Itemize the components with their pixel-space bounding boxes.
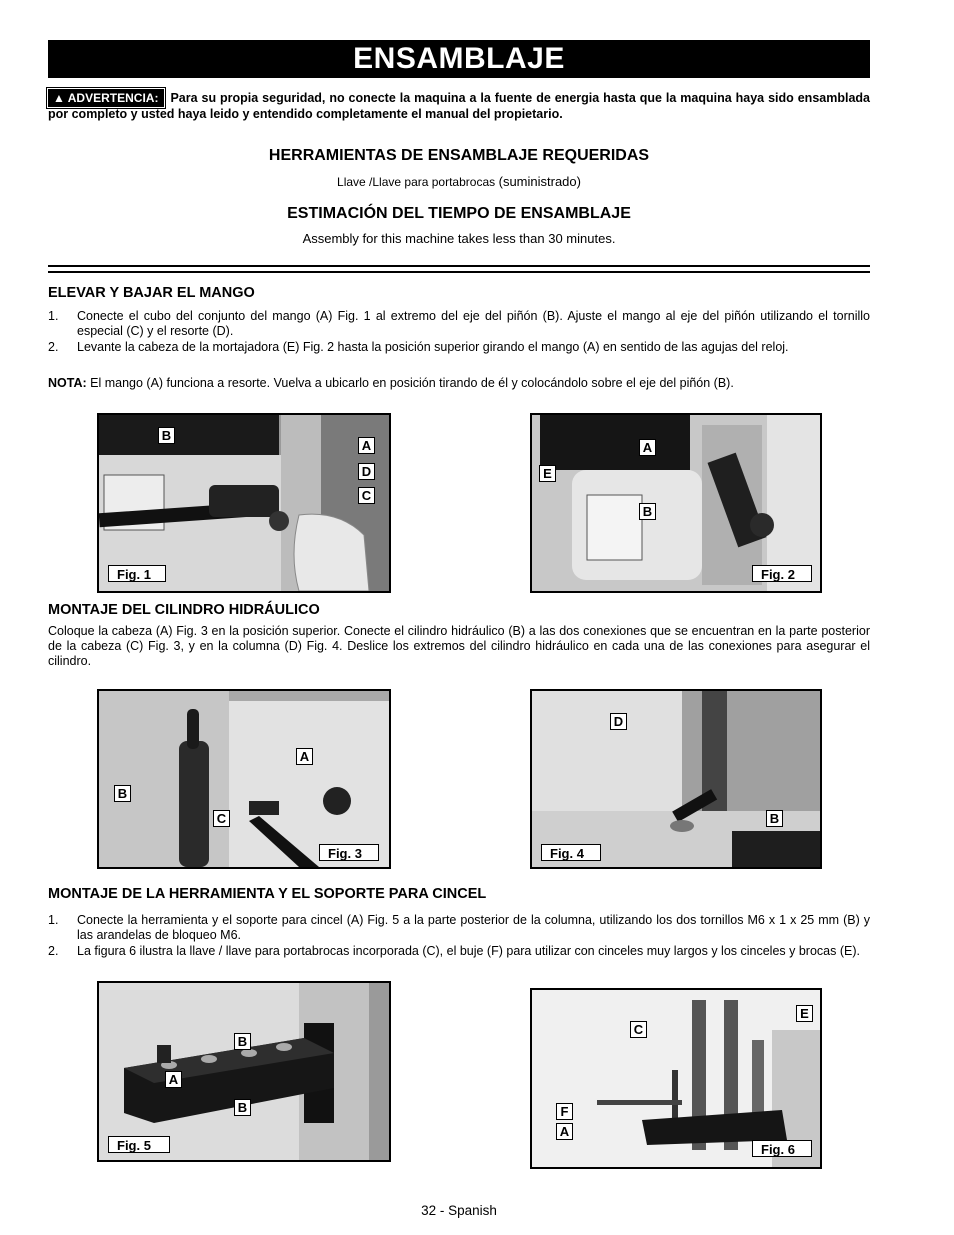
page-footer: 32 - Spanish: [421, 1203, 497, 1218]
callout-label: C: [358, 487, 375, 504]
figure-caption: Fig. 4: [541, 844, 601, 861]
figure-4: [530, 689, 822, 869]
callout-label: B: [158, 427, 175, 444]
list-item: 1. Conecte el cubo del conjunto del mango (A) Fig. 1 al extremo del eje del piñón (B). Ajuste el mango al eje del piñón utilizando el tornillo especial (C) y el resorte (D).: [48, 309, 870, 338]
figure-6: [530, 988, 822, 1169]
figure-1: [97, 413, 391, 593]
callout-label: A: [296, 748, 313, 765]
callout-label: C: [213, 810, 230, 827]
note-text: El mango (A) funciona a resorte. Vuelva a ubicarlo en posición tirando de él y colocándolo sobre el eje del piñón (B).: [90, 376, 734, 390]
list-item: 2. Levante la cabeza de la mortajadora (E) Fig. 2 hasta la posición superior girando el mango (A) en sentido de las agujas del reloj.: [48, 340, 789, 354]
divider-rule-bottom: [48, 271, 870, 273]
callout-label: E: [796, 1005, 813, 1022]
page-title: ENSAMBLAJE: [48, 40, 870, 78]
tools-line: [48, 174, 870, 189]
callout-label: A: [358, 437, 375, 454]
callout-label: B: [234, 1099, 251, 1116]
callout-label: D: [610, 713, 627, 730]
callout-label: C: [630, 1021, 647, 1038]
section1-heading: ELEVAR Y BAJAR EL MANGO: [48, 285, 255, 301]
warning-paragraph: [48, 89, 870, 122]
list-item: 1. Conecte la herramienta y el soporte para cincel (A) Fig. 5 a la parte posterior de la columna, utilizando los dos tornillos M6 x 1 x 25 mm (B) y las arandelas de bloqueo M6.: [48, 913, 870, 942]
divider-rule-top: [48, 265, 870, 267]
warning-text: Para su propia seguridad, no conecte la maquina a la fuente de energia hasta que la maquina haya sido ensamblada por completo y usted haya leido y entendido completamente el manual del propietario.: [48, 91, 870, 121]
figure-caption: Fig. 6: [752, 1140, 812, 1157]
callout-label: B: [114, 785, 131, 802]
section3-heading: MONTAJE DE LA HERRAMIENTA Y EL SOPORTE PARA CINCEL: [48, 886, 487, 902]
section1-steps: [48, 309, 870, 356]
section3-steps: [48, 913, 870, 960]
time-text: Assembly for this machine takes less than 30 minutes.: [302, 231, 616, 246]
figure-2: [530, 413, 822, 593]
callout-label: B: [766, 810, 783, 827]
callout-label: D: [358, 463, 375, 480]
tools-heading: HERRAMIENTAS DE ENSAMBLAJE REQUERIDAS: [268, 147, 650, 164]
figure-3-photo: [99, 691, 389, 867]
tools-item: Llave /Llave para portabrocas: [337, 175, 496, 189]
time-heading: ESTIMACIÓN DEL TIEMPO DE ENSAMBLAJE: [287, 205, 631, 222]
figure-5-photo: [99, 983, 389, 1160]
figure-caption: Fig. 5: [108, 1136, 170, 1153]
figure-caption: Fig. 1: [108, 565, 166, 582]
figure-caption: Fig. 3: [319, 844, 379, 861]
callout-label: F: [556, 1103, 573, 1120]
callout-label: E: [539, 465, 556, 482]
list-item: 2. La figura 6 ilustra la llave / llave para portabrocas incorporada (C), el buje (F) para utilizar con cinceles muy largos y los cinceles y brocas (E).: [48, 944, 860, 958]
section2-heading: MONTAJE DEL CILINDRO HIDRÁULICO: [48, 602, 320, 618]
warning-badge: ▲ ADVERTENCIA:: [48, 89, 164, 107]
figure-caption: Fig. 2: [752, 565, 812, 582]
callout-label: B: [639, 503, 656, 520]
figure-3: [97, 689, 391, 869]
tools-note: (suministrado): [498, 174, 581, 189]
callout-label: B: [234, 1033, 251, 1050]
figure-4-photo: [532, 691, 820, 867]
callout-label: A: [165, 1071, 182, 1088]
callout-label: A: [639, 439, 656, 456]
section2-text: Coloque la cabeza (A) Fig. 3 en la posición superior. Conecte el cilindro hidráulico (B) a las dos conexiones que se encuentran en la parte posterior de la cabeza (C) Fig. 3, y en la columna (D) Fig. 4. Deslice los extremos del cilindro hidráulico en cada una de las conexiones para asegurar el cilindro.: [48, 624, 870, 668]
note-label: NOTA:: [48, 376, 87, 390]
callout-label: A: [556, 1123, 573, 1140]
figure-5: [97, 981, 391, 1162]
section1-note: [48, 376, 870, 391]
